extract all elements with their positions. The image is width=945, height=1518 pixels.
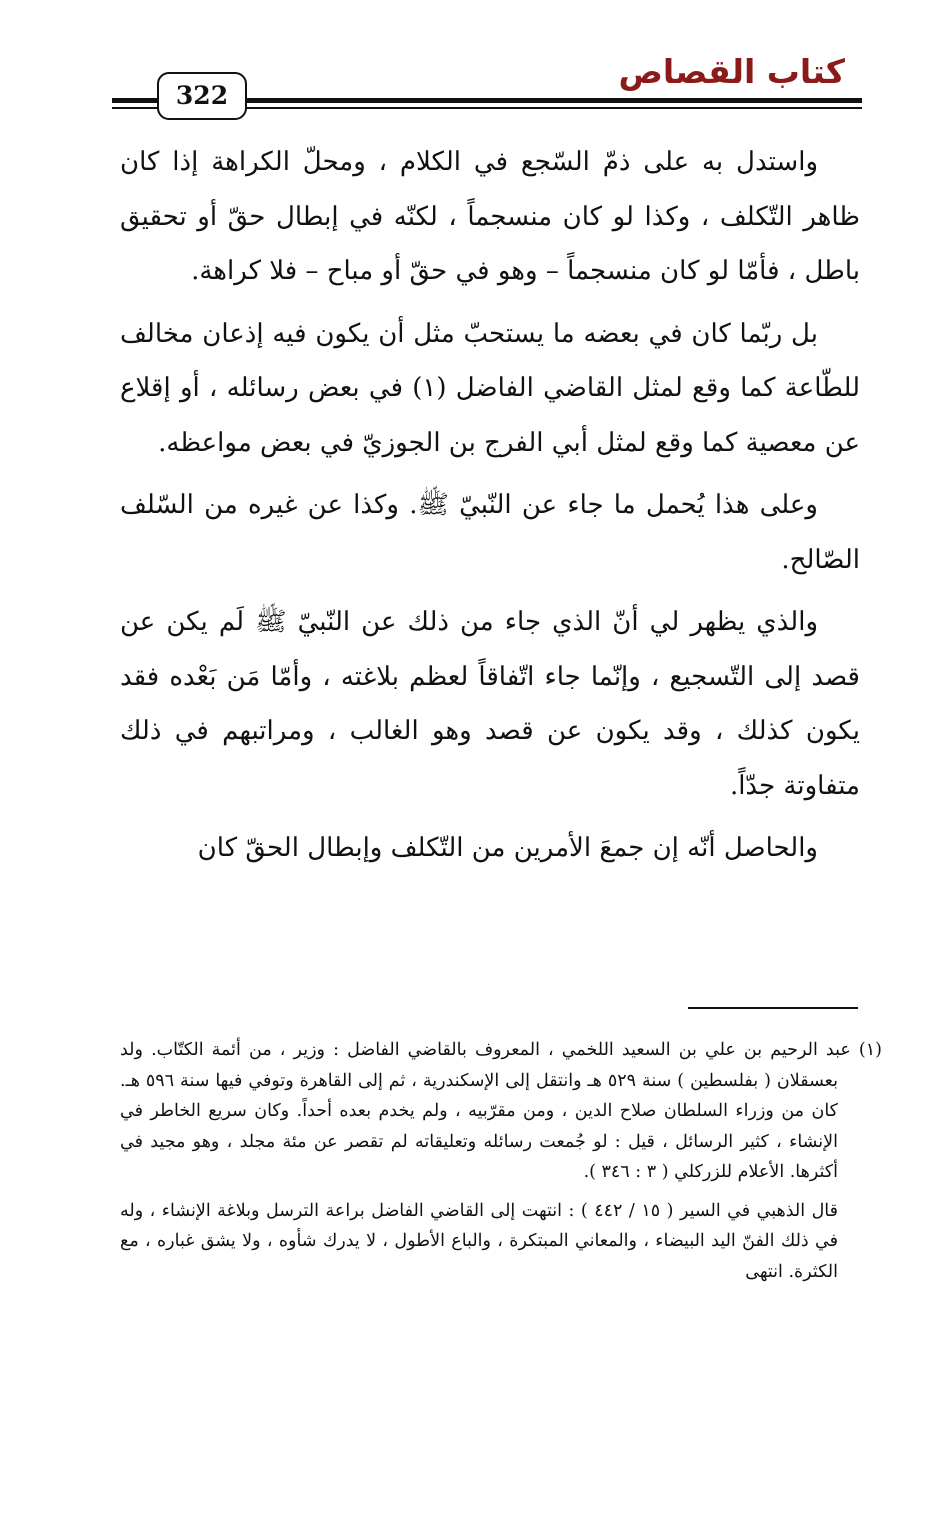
footnote-text: عبد الرحيم بن علي بن السعيد اللخمي ، المعروف بالقاضي الفاضل : وزير ، من أئمة الكتّاب. ولد بعسقلان ( بفلسطين ) سنة ٥٢٩ هـ وانتقل إلى الإسكندرية ، ثم إلى القاهرة وتوفي فيها سنة ٥٩٦ هـ. كان من وزراء السلطان صلاح الدين ، ومن مقرّبيه ، ولم يخدم بعده أحداً. وكان سريع الخاطر في الإنشاء ، كثير الرسائل ، قيل : لو جُمعت رسائله وتعليقاته لم تقصر عن مئة مجلد ، وهو مجيد في أكثرها. الأعلام للزركلي ( ٣ : ٣٤٦ ).: [120, 1040, 851, 1182]
main-text: [120, 135, 860, 884]
paragraph: وعلى هذا يُحمل ما جاء عن النّبيّ ﷺ. وكذا عن غيره من السّلف الصّالح.: [120, 490, 860, 575]
paragraph: والذي يظهر لي أنّ الذي جاء من ذلك عن النّبيّ ﷺ لَم يكن عن قصد إلى التّسجيع ، وإنّما جاء اتّفاقاً لعظم بلاغته ، وأمّا مَن بَعْده فقد يكون كذلك ، وقد يكون عن قصد وهو الغالب ، ومراتبهم في ذلك متفاوتة جدّاً.: [120, 607, 860, 801]
footnote-number: (١): [858, 1040, 882, 1060]
page-number: 322: [157, 72, 247, 120]
paragraph: واستدل به على ذمّ السّجع في الكلام ، ومحلّ الكراهة إذا كان ظاهر التّكلف ، وكذا لو كان منسجماً ، لكنّه في إبطال حقّ أو تحقيق باطل ، فأمّا لو كان منسجماً – وهو في حقّ أو مباح – فلا كراهة.: [120, 147, 860, 286]
footnote-quote: قال الذهبي في السير ( ١٥ / ٤٤٢ ) : انتهت إلى القاضي الفاضل براعة الترسل وبلاغة الإنشاء ، وله في ذلك الفنّ اليد البيضاء ، والمعاني المبتكرة ، والباع الأطول ، لا يدرك شأوه ، ولا يشق غباره ، مع الكثرة. انتهى: [120, 1200, 839, 1282]
footnote-separator: [688, 1007, 858, 1009]
book-title: كتاب القصاص: [618, 52, 845, 91]
paragraph: والحاصل أنّه إن جمعَ الأمرين من التّكلف وإبطال الحقّ كان: [197, 833, 818, 863]
footnote: [120, 1035, 882, 1188]
footnotes: [120, 1035, 882, 1287]
paragraph: بل ربّما كان في بعضه ما يستحبّ مثل أن يكون فيه إذعان مخالف للطّاعة كما وقع لمثل القاضي الفاضل (١) في بعض رسائله ، أو إقلاع عن معصية كما وقع لمثل أبي الفرج بن الجوزيّ في بعض مواعظه.: [120, 318, 861, 458]
